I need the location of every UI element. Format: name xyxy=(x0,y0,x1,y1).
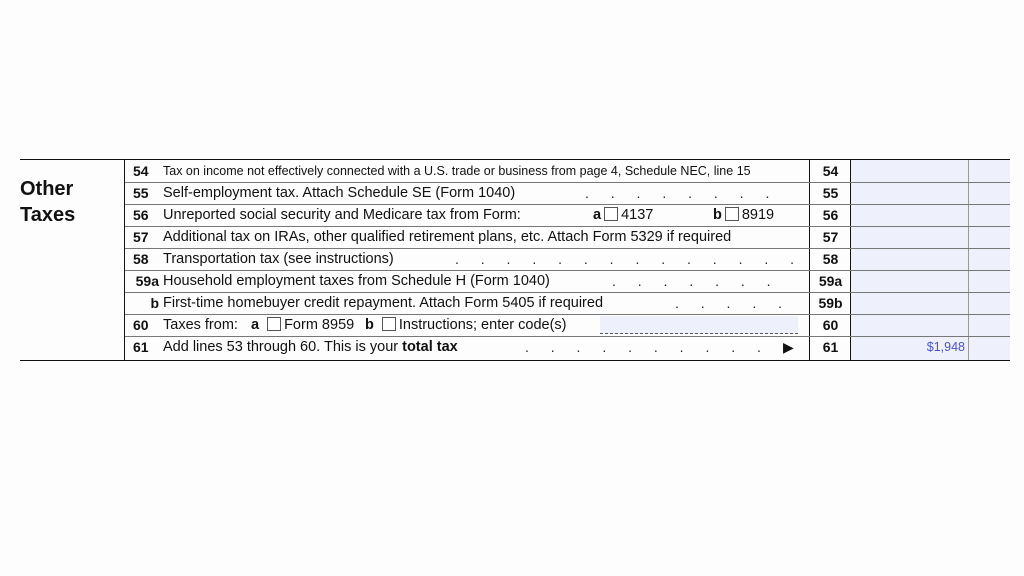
line-54-amount-field[interactable] xyxy=(851,160,969,182)
line-description: Taxes from: xyxy=(163,317,238,333)
section-title-line2: Taxes xyxy=(20,204,76,226)
line-number: 58 xyxy=(133,251,149,267)
line-56-amount-field[interactable] xyxy=(851,204,969,226)
line-description: Tax on income not effectively connected with a U.S. trade or business from page 4, Schedule NEC, line 15 xyxy=(163,164,751,178)
line-55-amount-field[interactable] xyxy=(851,182,969,204)
total-tax-label: total tax xyxy=(402,339,458,355)
line-box-number: 61 xyxy=(822,339,839,355)
line-61-row xyxy=(125,336,1010,358)
line-60-amount-field[interactable] xyxy=(851,314,969,336)
leader-dots: . . . . . . . xyxy=(612,273,780,289)
other-taxes-section xyxy=(20,159,1010,361)
leader-dots: . . . . . . . . xyxy=(585,185,779,201)
instructions-option: b Instructions; enter code(s) xyxy=(365,317,567,333)
line-description: Self-employment tax. Attach Schedule SE (Form 1040) xyxy=(163,185,516,201)
line-box-number: 54 xyxy=(822,163,839,179)
code-input[interactable] xyxy=(600,316,798,334)
leader-dots: . . . . . xyxy=(675,295,792,311)
line-54-row xyxy=(125,160,1010,183)
line-description: Household employment taxes from Schedule H (Form 1040) xyxy=(163,273,550,289)
line-56-row xyxy=(125,204,1010,227)
line-58-amount-field[interactable] xyxy=(851,248,969,270)
line-58-row xyxy=(125,248,1010,271)
line-box-number: 58 xyxy=(822,251,839,267)
arrow-right-icon: ▶ xyxy=(783,339,794,355)
line-box-number: 56 xyxy=(822,207,839,223)
line-59a-amount-field[interactable] xyxy=(851,270,969,292)
line-box-number: 55 xyxy=(822,185,839,201)
form-8959-checkbox[interactable] xyxy=(267,317,281,331)
line-59b-row xyxy=(125,292,1010,315)
line-number: 59a xyxy=(135,273,159,289)
form-4137-option: a 4137 xyxy=(593,207,654,223)
form-8959-option: a Form 8959 xyxy=(251,317,355,333)
form-8919-checkbox[interactable] xyxy=(725,207,739,221)
line-59b-amount-field[interactable] xyxy=(851,292,969,314)
line-box-number: 57 xyxy=(822,229,839,245)
line-61-amount-field[interactable] xyxy=(851,336,969,358)
line-number: 60 xyxy=(133,317,149,333)
line-number: 56 xyxy=(133,207,149,223)
line-60-row xyxy=(125,314,1010,337)
line-description: Transportation tax (see instructions) xyxy=(163,251,394,267)
form-4137-checkbox[interactable] xyxy=(604,207,618,221)
line-number: 54 xyxy=(133,163,149,179)
total-tax-value: $1,948 xyxy=(926,340,965,354)
line-number: 57 xyxy=(133,229,149,245)
line-number: 61 xyxy=(133,339,149,355)
line-57-row xyxy=(125,226,1010,249)
line-number: 55 xyxy=(133,185,149,201)
line-number: b xyxy=(150,295,159,311)
line-55-row xyxy=(125,182,1010,205)
line-59a-row xyxy=(125,270,1010,293)
section-title xyxy=(20,176,75,228)
leader-dots: . . . . . . . . . . xyxy=(525,339,770,355)
line-description: First-time homebuyer credit repayment. Attach Form 5405 if required xyxy=(163,295,604,311)
leader-dots: . . . . . . . . . . . . . . xyxy=(455,251,804,267)
line-description: Add lines 53 through 60. This is your total tax xyxy=(163,339,458,355)
line-description: Unreported social security and Medicare tax from Form: xyxy=(163,207,521,223)
line-57-amount-field[interactable] xyxy=(851,226,969,248)
line-box-number: 59a xyxy=(818,273,843,289)
line-description: Additional tax on IRAs, other qualified retirement plans, etc. Attach Form 5329 if required xyxy=(163,229,732,245)
form-8919-option: b 8919 xyxy=(713,207,775,223)
line-box-number: 59b xyxy=(818,295,843,311)
instructions-checkbox[interactable] xyxy=(382,317,396,331)
line-box-number: 60 xyxy=(822,317,839,333)
section-title-line1: Other xyxy=(20,178,74,200)
